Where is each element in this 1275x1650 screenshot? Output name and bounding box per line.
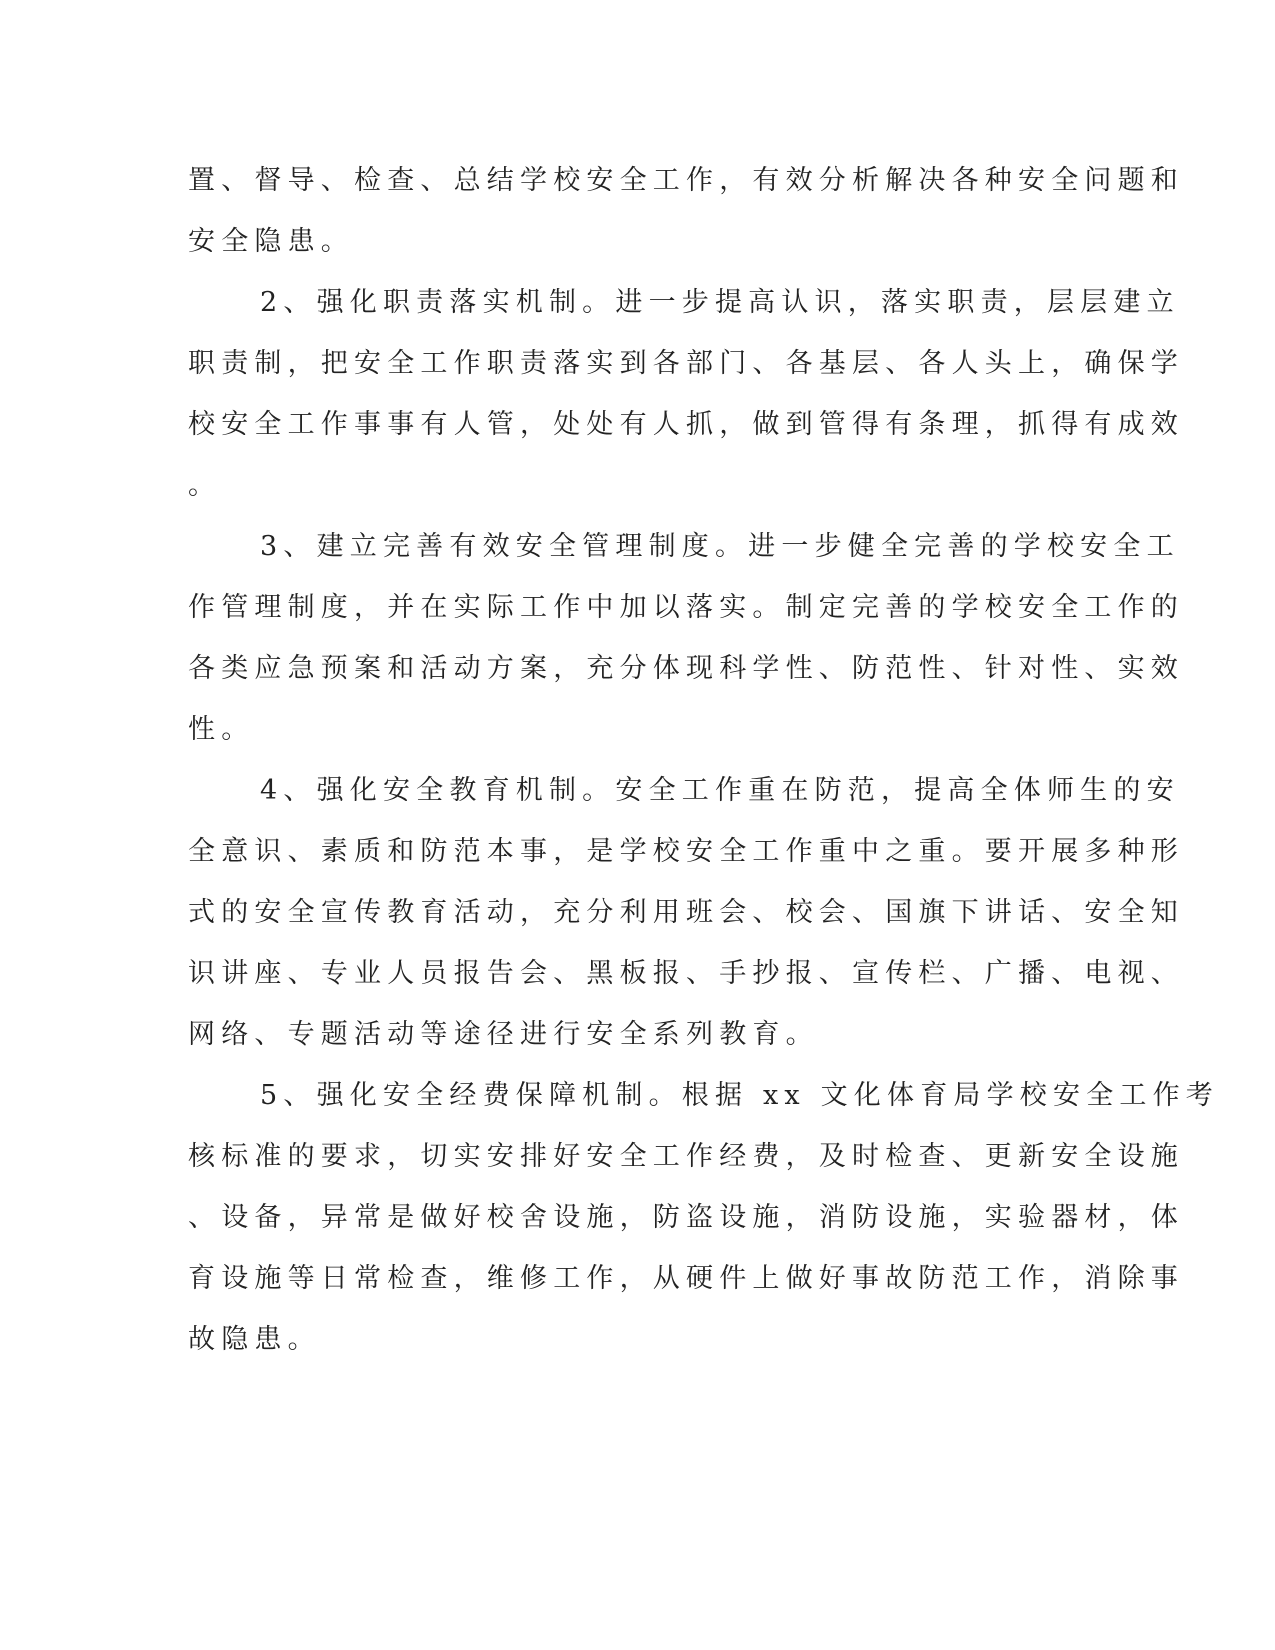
text-line: 校安全工作事事有人管，处处有人抓，做到管得有条理，抓得有成效 (188, 409, 1184, 440)
text-line: 网络、专题活动等途径进行安全系列教育。 (188, 1019, 819, 1050)
text-line: 置、督导、检查、总结学校安全工作，有效分析解决各种安全问题和 (188, 165, 1184, 196)
text-line: 识讲座、专业人员报告会、黑板报、手抄报、宣传栏、广播、电视、 (188, 958, 1184, 989)
text-line: 、设备，异常是做好校舍设施，防盗设施，消防设施，实验器材，体 (188, 1202, 1184, 1233)
text-line: 性。 (188, 714, 255, 745)
text-line: 故隐患。 (188, 1324, 321, 1355)
text-line: 职责制，把安全工作职责落实到各部门、各基层、各人头上，确保学 (188, 348, 1184, 379)
text-line: 育设施等日常检查，维修工作，从硬件上做好事故防范工作，消除事 (188, 1263, 1184, 1294)
text-line: 作管理制度，并在实际工作中加以落实。制定完善的学校安全工作的 (188, 592, 1184, 623)
text-line: 核标准的要求，切实安排好安全工作经费，及时检查、更新安全设施 (188, 1141, 1184, 1172)
text-line: 安全隐患。 (188, 226, 354, 257)
text-line: 各类应急预案和活动方案，充分体现科学性、防范性、针对性、实效 (188, 653, 1184, 684)
document-body (188, 150, 1219, 1370)
text-line: 全意识、素质和防范本事，是学校安全工作重中之重。要开展多种形 (188, 836, 1184, 867)
paragraph-3-start: 3、建立完善有效安全管理制度。进一步健全完善的学校安全工 (260, 531, 1180, 562)
text-line: 式的安全宣传教育活动，充分利用班会、校会、国旗下讲话、安全知 (188, 897, 1184, 928)
paragraph-2-start: 2、强化职责落实机制。进一步提高认识，落实职责，层层建立 (260, 287, 1180, 318)
text-line: 。 (188, 470, 222, 501)
paragraph-5-start: 5、强化安全经费保障机制。根据 xx 文化体育局学校安全工作考 (260, 1080, 1219, 1111)
paragraph-4-start: 4、强化安全教育机制。安全工作重在防范，提高全体师生的安 (260, 775, 1180, 806)
